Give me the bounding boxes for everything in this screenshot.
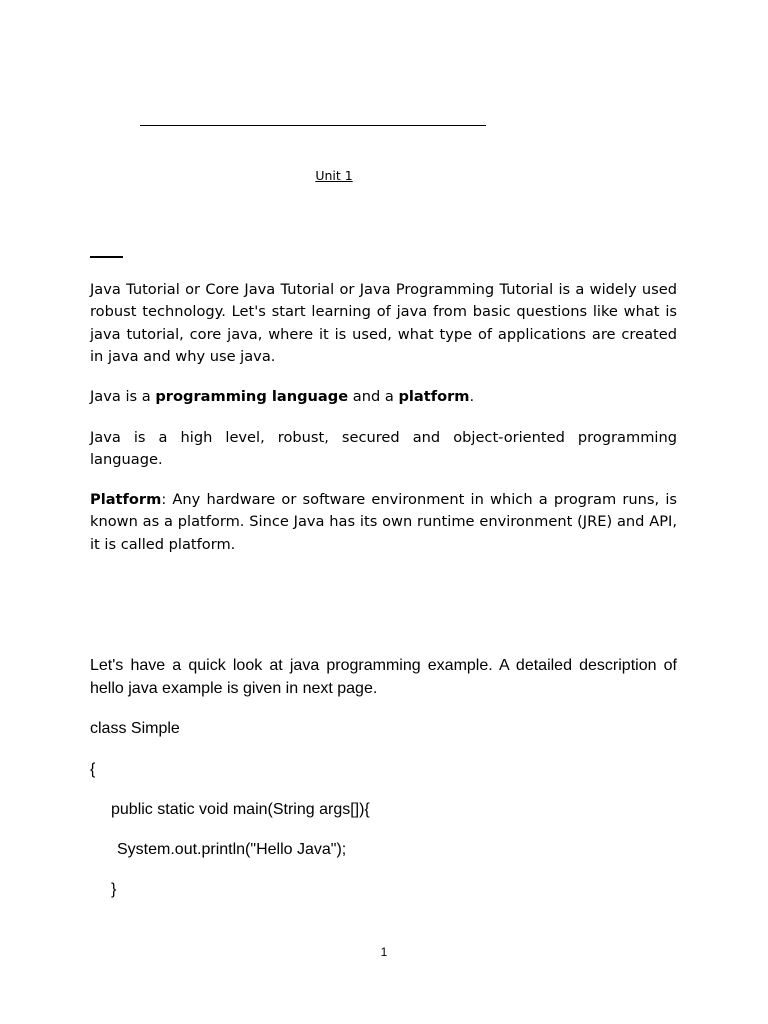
code-line-main: public static void main(String args[]){ <box>111 801 370 818</box>
intro-paragraph: Java Tutorial or Core Java Tutorial or Java Programming Tutorial is a widely used robust technology. Let's start learning of java from basic questions like what is java tutorial, core java, where it is used, what type of applications are created in java and why use java. <box>90 281 677 366</box>
java-definition-paragraph <box>90 386 677 408</box>
java-features-paragraph: Java is a high level, robust, secured and object-oriented programming language. <box>90 429 677 469</box>
p2-middle: and a <box>348 388 399 405</box>
platform-paragraph <box>90 489 677 556</box>
platform-definition: : Any hardware or software environment in which a program runs, is known as a platform. Since Java has its own runtime environment (JRE) and API, it is called platform. <box>90 491 677 553</box>
code-line-open-brace: { <box>90 761 96 778</box>
short-horizontal-rule <box>90 256 123 258</box>
platform-term: platform <box>398 388 470 405</box>
code-line-class: class Simple <box>90 720 180 737</box>
code-line-close-brace: } <box>111 881 117 898</box>
platform-label: Platform <box>90 491 162 508</box>
programming-language-term: programming language <box>155 388 349 405</box>
code-line-println: System.out.println("Hello Java"); <box>117 841 347 858</box>
example-description: Let's have a quick look at java programming example. A detailed description of hello java example is given in next page. <box>90 657 677 697</box>
unit-title: Unit 1 <box>315 168 353 183</box>
p2-prefix: Java is a <box>90 388 156 405</box>
top-horizontal-rule <box>140 125 486 126</box>
p2-suffix: . <box>469 388 475 405</box>
page-number: 1 <box>380 945 388 959</box>
